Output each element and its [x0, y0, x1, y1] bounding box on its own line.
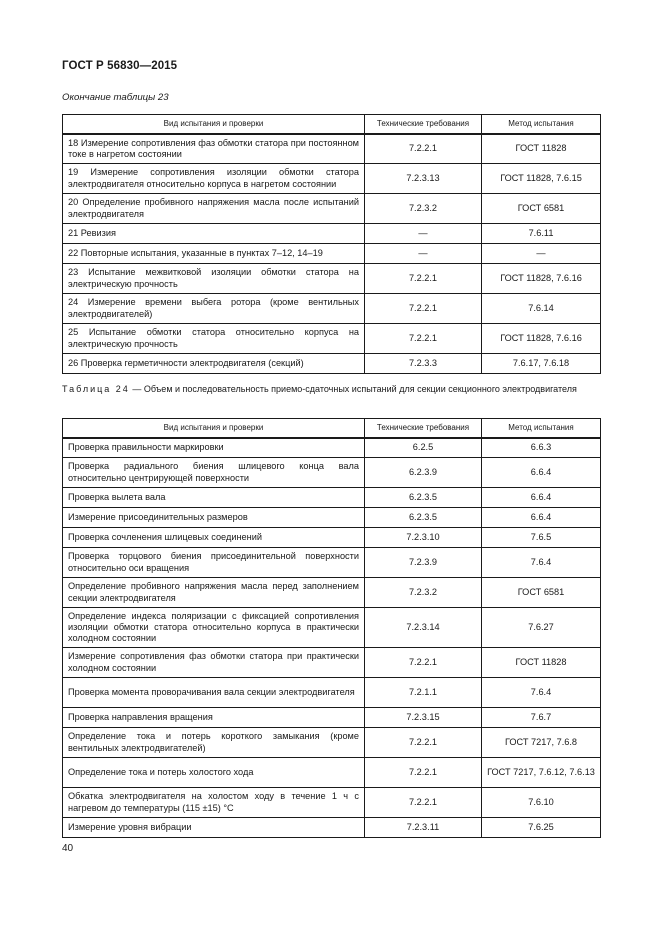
table-row [63, 294, 601, 324]
table-row [63, 488, 601, 508]
cell-tech-requirements: 7.2.3.9 [365, 548, 482, 578]
table-header-row [63, 419, 601, 438]
cell-test-type: Проверка правильности маркировки [63, 438, 365, 458]
cell-tech-requirements: 7.2.3.14 [365, 608, 482, 648]
cell-tech-requirements: 7.2.3.3 [365, 354, 482, 374]
cell-tech-requirements: 7.2.2.1 [365, 294, 482, 324]
page-number: 40 [62, 843, 74, 854]
table-row [63, 648, 601, 678]
cell-test-type: Измерение уровня вибрации [63, 818, 365, 838]
cell-test-method: 7.6.11 [482, 224, 601, 244]
column-header-tech-requirements: Технические требования [365, 419, 482, 438]
cell-test-method: ГОСТ 11828, 7.6.15 [482, 164, 601, 194]
cell-test-method: 7.6.4 [482, 678, 601, 708]
table-23-body [63, 134, 601, 374]
cell-test-type: Определение пробивного напряжения масла перед заполнением секции электродвигателя [63, 578, 365, 608]
table-row [63, 134, 601, 164]
cell-test-type: 20 Определение пробивного напряжения масла после испытаний электродвигателя [63, 194, 365, 224]
cell-tech-requirements: 7.2.3.2 [365, 194, 482, 224]
table-row [63, 324, 601, 354]
table-24 [62, 418, 601, 838]
cell-test-method: ГОСТ 6581 [482, 194, 601, 224]
cell-tech-requirements: 7.2.2.1 [365, 134, 482, 164]
table-row [63, 194, 601, 224]
cell-test-type: Проверка момента проворачивания вала секции электродвигателя [63, 678, 365, 708]
cell-test-type: Измерение сопротивления фаз обмотки статора при практически холодном состоянии [63, 648, 365, 678]
table-row [63, 458, 601, 488]
cell-test-type: 19 Измерение сопротивления изоляции обмотки статора электродвигателя относительно корпуса в нагретом состоянии [63, 164, 365, 194]
cell-tech-requirements: 7.2.3.2 [365, 578, 482, 608]
cell-test-method: 7.6.14 [482, 294, 601, 324]
column-header-tech-requirements: Технические требования [365, 115, 482, 134]
cell-tech-requirements: 6.2.3.5 [365, 508, 482, 528]
table-row [63, 548, 601, 578]
cell-test-type: 21 Ревизия [63, 224, 365, 244]
cell-test-method: 7.6.27 [482, 608, 601, 648]
cell-test-type: Проверка радиального биения шлицевого конца вала относительно центрирующей поверхности [63, 458, 365, 488]
table-row [63, 708, 601, 728]
table-row [63, 608, 601, 648]
cell-test-method: 7.6.5 [482, 528, 601, 548]
cell-test-type: Определение индекса поляризации с фиксацией сопротивления изоляции обмотки статора относительно корпуса в практически холодном состоянии [63, 608, 365, 648]
cell-test-method: ГОСТ 11828 [482, 134, 601, 164]
cell-tech-requirements: — [365, 224, 482, 244]
table-23-caption: Окончание таблицы 23 [62, 92, 169, 103]
cell-test-type: Проверка торцового биения присоединительной поверхности относительно оси вращения [63, 548, 365, 578]
cell-tech-requirements: 7.2.3.13 [365, 164, 482, 194]
cell-tech-requirements: — [365, 244, 482, 264]
table-row [63, 354, 601, 374]
cell-test-type: 25 Испытание обмотки статора относительно корпуса на электрическую прочность [63, 324, 365, 354]
document-standard-title: ГОСТ Р 56830—2015 [62, 60, 178, 72]
cell-tech-requirements: 7.2.2.1 [365, 324, 482, 354]
cell-tech-requirements: 7.2.3.15 [365, 708, 482, 728]
cell-test-type: Обкатка электродвигателя на холостом ходу в течение 1 ч с нагревом до температуры (115 ±15) °С [63, 788, 365, 818]
table-row [63, 788, 601, 818]
cell-test-type: Измерение присоединительных размеров [63, 508, 365, 528]
table-row [63, 578, 601, 608]
cell-test-method: 6.6.3 [482, 438, 601, 458]
table-row [63, 264, 601, 294]
cell-test-type: 18 Измерение сопротивления фаз обмотки статора при постоянном токе в нагретом состоянии [63, 134, 365, 164]
cell-test-method: 7.6.4 [482, 548, 601, 578]
table-row [63, 818, 601, 838]
cell-test-type: Проверка направления вращения [63, 708, 365, 728]
cell-test-method: — [482, 244, 601, 264]
cell-test-method: ГОСТ 6581 [482, 578, 601, 608]
cell-tech-requirements: 6.2.3.5 [365, 488, 482, 508]
cell-test-method: 7.6.7 [482, 708, 601, 728]
table-23 [62, 114, 601, 374]
cell-test-method: 7.6.10 [482, 788, 601, 818]
table-row [63, 508, 601, 528]
column-header-test-method: Метод испытания [482, 115, 601, 134]
cell-test-method: 6.6.4 [482, 488, 601, 508]
column-header-test-type: Вид испытания и проверки [63, 419, 365, 438]
cell-test-method: ГОСТ 7217, 7.6.12, 7.6.13 [482, 758, 601, 788]
cell-test-type: 26 Проверка герметичности электродвигателя (секций) [63, 354, 365, 374]
table-row [63, 678, 601, 708]
cell-test-method: 6.6.4 [482, 458, 601, 488]
table-24-body [63, 438, 601, 838]
cell-tech-requirements: 7.2.2.1 [365, 264, 482, 294]
cell-tech-requirements: 6.2.5 [365, 438, 482, 458]
cell-test-method: 7.6.25 [482, 818, 601, 838]
cell-test-type: Определение тока и потерь холостого хода [63, 758, 365, 788]
table-row [63, 164, 601, 194]
cell-tech-requirements: 7.2.2.1 [365, 758, 482, 788]
table-24-caption [62, 383, 602, 395]
cell-tech-requirements: 7.2.3.10 [365, 528, 482, 548]
table-row [63, 244, 601, 264]
table-row [63, 528, 601, 548]
table-row [63, 728, 601, 758]
cell-test-type: 23 Испытание межвитковой изоляции обмотки статора на электрическую прочность [63, 264, 365, 294]
cell-test-method: ГОСТ 11828, 7.6.16 [482, 324, 601, 354]
cell-tech-requirements: 7.2.2.1 [365, 788, 482, 818]
cell-test-method: ГОСТ 7217, 7.6.8 [482, 728, 601, 758]
table-24-caption-text: — Объем и последовательность приемо-сдаточных испытаний для секции секционного электродвигателя [132, 384, 577, 394]
table-24-caption-label: Таблица 24 [62, 384, 130, 394]
cell-tech-requirements: 7.2.2.1 [365, 648, 482, 678]
cell-test-type: 22 Повторные испытания, указанные в пунктах 7–12, 14–19 [63, 244, 365, 264]
cell-tech-requirements: 6.2.3.9 [365, 458, 482, 488]
cell-test-type: Определение тока и потерь короткого замыкания (кроме вентильных электродвигателей) [63, 728, 365, 758]
column-header-test-type: Вид испытания и проверки [63, 115, 365, 134]
cell-test-type: 24 Измерение времени выбега ротора (кроме вентильных электродвигателей) [63, 294, 365, 324]
table-header-row [63, 115, 601, 134]
cell-test-method: 6.6.4 [482, 508, 601, 528]
cell-tech-requirements: 7.2.1.1 [365, 678, 482, 708]
column-header-test-method: Метод испытания [482, 419, 601, 438]
table-row [63, 224, 601, 244]
cell-tech-requirements: 7.2.3.11 [365, 818, 482, 838]
cell-test-method: ГОСТ 11828, 7.6.16 [482, 264, 601, 294]
cell-test-method: ГОСТ 11828 [482, 648, 601, 678]
table-row [63, 758, 601, 788]
cell-tech-requirements: 7.2.2.1 [365, 728, 482, 758]
cell-test-type: Проверка сочленения шлицевых соединений [63, 528, 365, 548]
table-row [63, 438, 601, 458]
cell-test-type: Проверка вылета вала [63, 488, 365, 508]
cell-test-method: 7.6.17, 7.6.18 [482, 354, 601, 374]
